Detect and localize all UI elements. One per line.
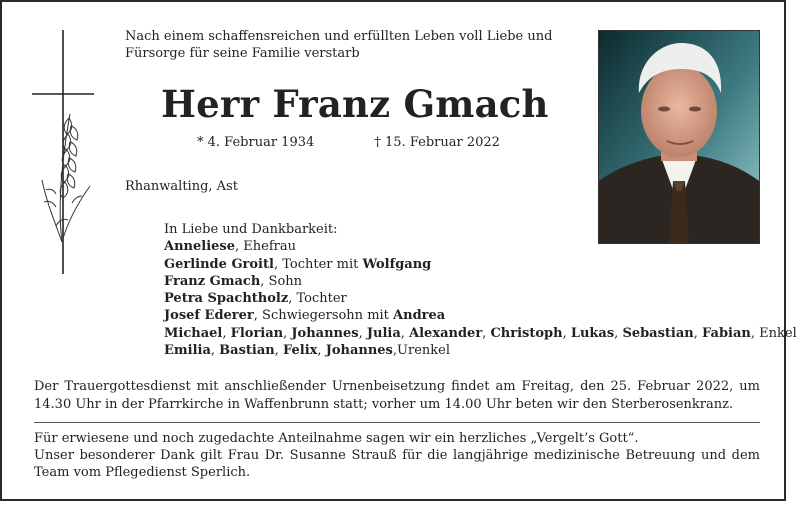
death-date: † 15. Februar 2022 [374,135,500,150]
family-member-name: Julia [366,325,401,341]
intro-text: Nach einem schaffensreichen und erfüllten Leben voll Liebe und Fürsorge für seine Familie verstarb [125,29,553,61]
family-member-relation: , [317,343,326,359]
family-member-relation: , [614,325,623,341]
family-member-name: Fabian [702,325,751,341]
family-member-relation: , [562,325,571,341]
family-member-relation: , Schwiegersohn mit [253,308,394,324]
family-member-name: Petra Spachtholz [164,291,289,307]
family-member-relation: , Tochter mit [273,256,363,272]
family-member-relation: , Sohn [260,273,303,289]
family-member-relation: , [358,325,367,341]
family-member-name: Christoph [490,325,563,341]
portrait-photo [598,30,760,244]
family-member-line [164,342,797,359]
family-member-line [164,290,797,307]
divider [34,422,760,423]
family-member-name: Johannes [291,325,359,341]
family-member-name: Johannes [325,343,393,359]
family-member-name: Alexander [409,325,483,341]
family-member-name: Florian [230,325,284,341]
family-member-name: Wolfgang [362,256,432,272]
family-member-line [164,273,797,290]
family-member-name: Andrea [393,308,446,324]
family-member-relation: , [482,325,491,341]
family-member-relation: ,Urenkel [392,343,450,359]
thanks-line-2: Unser besonderer Dank gilt Frau Dr. Susanne Strauß für die langjährige medizinische Betreuung und dem Team vom Pflegedienst Sperlich. [34,448,760,480]
family-member-relation: , Enkel [750,325,797,341]
place-of-residence: Rhanwalting, Ast [125,179,238,194]
family-member-name: Emilia [164,343,211,359]
funeral-service-text: Der Trauergottesdienst mit anschließender Urnenbeisetzung findet am Freitag, den 25. Februar 2022, um 14.30 Uhr in der Pfarrkirche in Waffenbrunn statt; vorher um 14.00 Uhr beten wir den Sterberosenkranz. [34,379,760,412]
family-heading: In Liebe und Dankbarkeit: [164,222,338,237]
family-member-name: Gerlinde Groitl [164,256,274,272]
family-list [164,221,797,359]
family-member-name: Felix [283,343,318,359]
family-member-relation: , [283,325,292,341]
family-members [164,238,797,359]
cross-with-wheat-icon [32,30,96,274]
family-member-relation: , Ehefrau [235,239,296,255]
family-member-name: Sebastian [622,325,694,341]
family-member-relation: , Tochter [288,291,347,307]
family-member-name: Lukas [570,325,615,341]
birth-date: * 4. Februar 1934 [197,135,315,150]
family-member-line [164,238,797,255]
family-member-line [164,256,797,273]
family-member-name: Josef Ederer [164,308,254,324]
family-member-relation: , [274,343,283,359]
family-member-relation: , [693,325,703,341]
family-member-line [164,325,797,342]
family-member-name: Bastian [219,343,275,359]
family-member-name: Michael [164,325,223,341]
family-member-name: Anneliese [164,239,235,255]
family-member-line [164,307,797,324]
life-dates [197,135,500,150]
family-member-name: Franz Gmach [164,273,261,289]
thanks-line-1: Für erwiesene und noch zugedachte Anteilnahme sagen wir ein herzliches „Vergelt’s Gott“. [34,431,639,446]
family-member-relation: , [400,325,410,341]
family-member-relation: , [210,343,220,359]
thanks-text [34,430,760,481]
family-member-relation: , [222,325,231,341]
deceased-name: Herr Franz Gmach [161,82,549,126]
